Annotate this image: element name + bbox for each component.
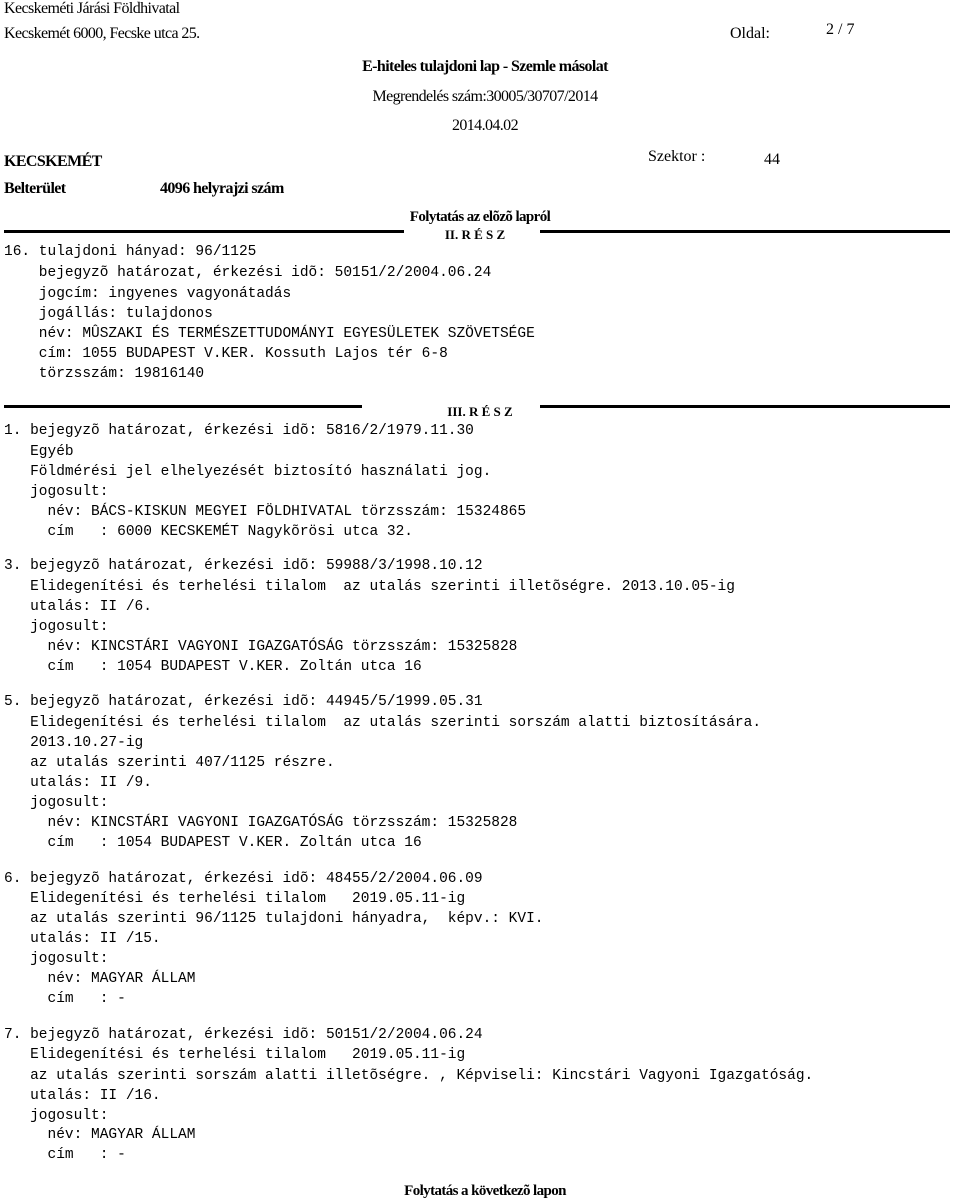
entry-1-line: 1. bejegyzõ határozat, érkezési idõ: 5816/2/1979.11.30 [4,423,474,439]
entry-5-line: utalás: II /9. [4,775,152,791]
order-number: Megrendelés szám:30005/30707/2014 [372,88,598,105]
land-type: Belterület [4,180,66,197]
document-title: E-hiteles tulajdoni lap - Szemle másolat [362,58,608,75]
section-3-title: III. R É S Z [447,404,513,419]
entry-3-line: cím : 1054 BUDAPEST V.KER. Zoltán utca 16 [4,659,422,675]
continued-from-previous: Folytatás az elõzõ lapról [409,209,551,225]
continued-on-next: Folytatás a következõ lapon [404,1183,566,1199]
entry-6-line: név: MAGYAR ÁLLAM [4,971,196,987]
section-2-line: név: MÛSZAKI ÉS TERMÉSZETTUDOMÁNYI EGYESÜLETEK SZÖVETSÉGE [4,326,535,342]
entry-3-line: 3. bejegyzõ határozat, érkezési idõ: 59988/3/1998.10.12 [4,558,483,574]
entry-3-line: utalás: II /6. [4,599,152,615]
entry-5-line: jogosult: [4,795,109,811]
entry-6-line: Elidegenítési és terhelési tilalom 2019.05.11-ig [4,891,466,907]
office-address: Kecskemét 6000, Fecske utca 25. [4,25,200,42]
entry-5-line: 2013.10.27-ig [4,735,144,751]
entry-6-line: utalás: II /15. [4,931,161,947]
entry-6-line: az utalás szerinti 96/1125 tulajdoni hányadra, képv.: KVI. [4,911,544,927]
section-2-line: cím: 1055 BUDAPEST V.KER. Kossuth Lajos tér 6-8 [4,346,448,362]
entry-1-line: jogosult: [4,484,109,500]
entry-1-line: Egyéb [4,444,74,460]
entry-3-line: jogosult: [4,619,109,635]
section-3-rule-left [4,405,362,408]
parcel-number: 4096 helyrajzi szám [160,180,284,197]
entry-1-line: cím : 6000 KECSKEMÉT Nagykõrösi utca 32. [4,524,413,540]
city-name: KECSKEMÉT [4,153,102,170]
entry-3-line: Elidegenítési és terhelési tilalom az utalás szerinti illetõségre. 2013.10.05-ig [4,579,735,595]
entry-6-line: cím : - [4,991,126,1007]
page-number: 2 / 7 [826,21,855,38]
entry-1-line: név: BÁCS-KISKUN MEGYEI FÖLDHIVATAL törzsszám: 15324865 [4,504,527,520]
entry-5-line: Elidegenítési és terhelési tilalom az utalás szerinti sorszám alatti biztosítására. [4,715,762,731]
sector-label: Szektor : [648,148,706,165]
entry-7-line: 7. bejegyzõ határozat, érkezési idõ: 50151/2/2004.06.24 [4,1027,483,1043]
entry-5-line: az utalás szerinti 407/1125 részre. [4,755,335,771]
print-date: 2014.04.02 [451,117,518,134]
entry-7-line: jogosult: [4,1108,109,1124]
section-2-title: II. R É S Z [444,227,506,242]
office-name: Kecskeméti Járási Földhivatal [4,0,180,17]
entry-5-line: cím : 1054 BUDAPEST V.KER. Zoltán utca 16 [4,835,422,851]
section-2-line: jogcím: ingyenes vagyonátadás [4,286,292,302]
section-3-rule-right [540,405,950,408]
entry-7-line: név: MAGYAR ÁLLAM [4,1127,196,1143]
entry-3-line: név: KINCSTÁRI VAGYONI IGAZGATÓSÁG törzsszám: 15325828 [4,639,518,655]
entry-5-line: név: KINCSTÁRI VAGYONI IGAZGATÓSÁG törzsszám: 15325828 [4,815,518,831]
page-label: Oldal: [730,25,770,42]
section-2-rule-left [4,230,404,233]
section-2-line: jogállás: tulajdonos [4,306,213,322]
entry-7-line: cím : - [4,1147,126,1163]
entry-1-line: Földmérési jel elhelyezését biztosító használati jog. [4,464,492,480]
section-2-line: törzsszám: 19816140 [4,366,205,382]
section-2-line: bejegyzõ határozat, érkezési idõ: 50151/2/2004.06.24 [4,265,492,281]
entry-7-line: utalás: II /16. [4,1088,161,1104]
section-2-line: 16. tulajdoni hányad: 96/1125 [4,244,257,260]
entry-6-line: 6. bejegyzõ határozat, érkezési idõ: 48455/2/2004.06.09 [4,871,483,887]
entry-6-line: jogosult: [4,951,109,967]
entry-5-line: 5. bejegyzõ határozat, érkezési idõ: 44945/5/1999.05.31 [4,694,483,710]
entry-7-line: Elidegenítési és terhelési tilalom 2019.05.11-ig [4,1047,466,1063]
section-2-rule-right [540,230,950,233]
sector-value: 44 [764,151,780,168]
entry-7-line: az utalás szerinti sorszám alatti illetõségre. , Képviseli: Kincstári Vagyoni Igazgatóság. [4,1068,814,1084]
